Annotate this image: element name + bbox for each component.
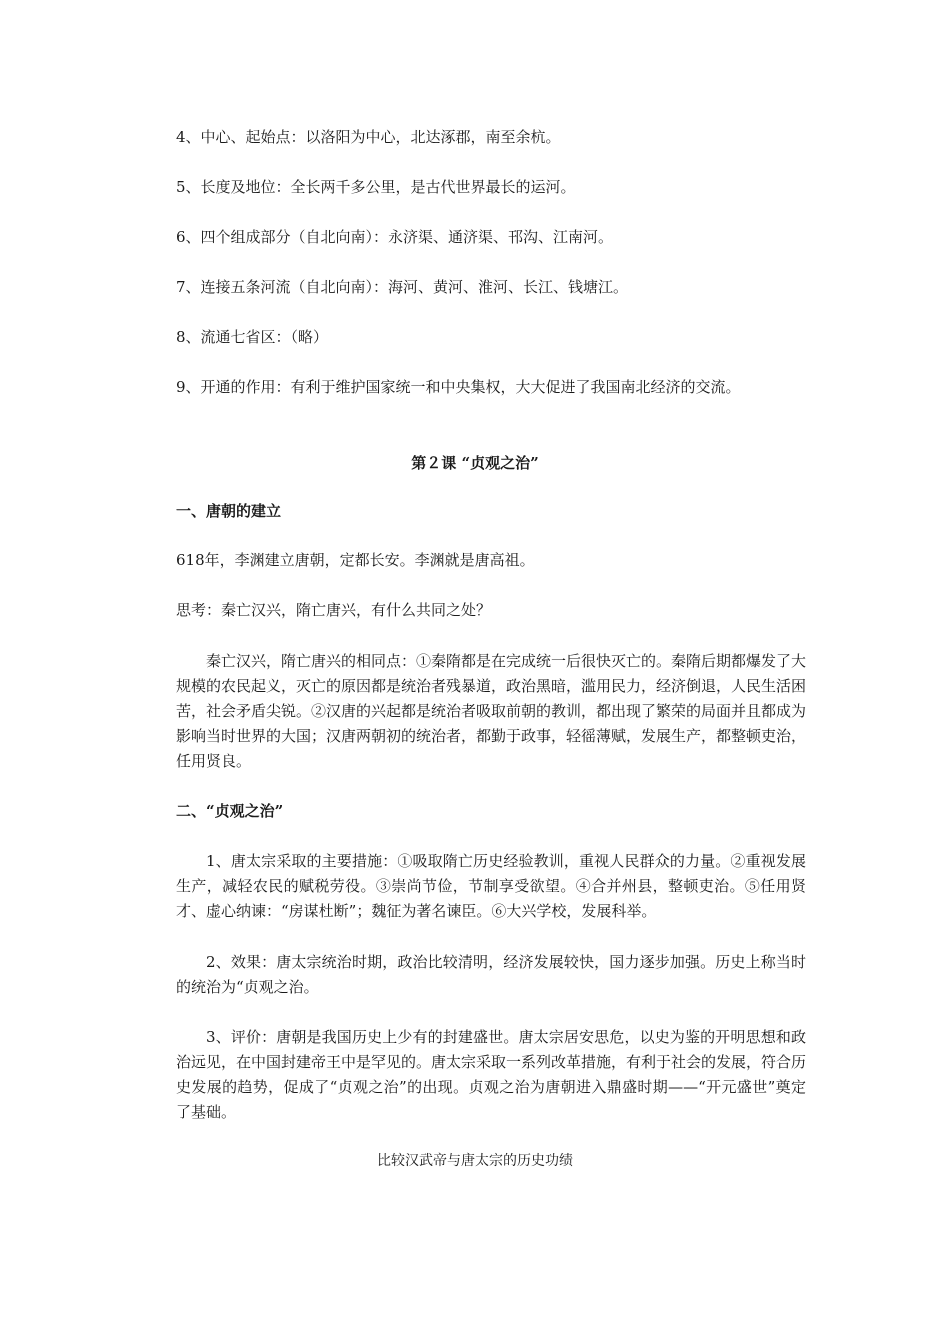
list-item-7: 7、连接五条河流（自北向南）：海河、黄河、淮河、长江、钱塘江。 bbox=[176, 278, 629, 296]
section-heading-zhenguan: 二、“贞观之治” bbox=[176, 802, 284, 820]
evaluation-paragraph: 3、评价：唐朝是我国历史上少有的封建盛世。唐太宗居安思危，以史为鉴的开明思想和政治远见，在中国封建帝王中是罕见的。唐太宗采取一系列改革措施，有利于社会的发展，符合历史发展的趋势，促成了“贞观之治”的出现。贞观之治为唐朝进入鼎盛时期——“开元盛世”奠定了基础。 bbox=[176, 1028, 807, 1121]
list-item-5: 5、长度及地位：全长两千多公里，是古代世界最长的运河。 bbox=[176, 178, 576, 196]
list-item-8: 8、流通七省区：（略） bbox=[176, 328, 329, 346]
effect-paragraph: 2、效果：唐太宗统治时期，政治比较清明，经济发展较快，国力逐步加强。历史上称当时的统治为“贞观之治。 bbox=[176, 953, 806, 996]
lesson-title: 第２课 “贞观之治” bbox=[411, 454, 539, 472]
list-item-6: 6、四个组成部分（自北向南）：永济渠、通济渠、邗沟、江南河。 bbox=[176, 228, 614, 246]
founding-text: 618年，李渊建立唐朝，定都长安。李渊就是唐高祖。 bbox=[176, 551, 535, 569]
section-heading-founding: 一、唐朝的建立 bbox=[176, 502, 282, 520]
answer-paragraph: 秦亡汉兴，隋亡唐兴的相同点：①秦隋都是在完成统一后很快灭亡的。秦隋后期都爆发了大规模的农民起义，灭亡的原因都是统治者残暴道，政治黑暗，滥用民力，经济倒退，人民生活困苦，社会矛盾尖锐。②汉唐的兴起都是统治者吸取前朝的教训，都出现了繁荣的局面并且都成为影响当时世界的大国；汉唐两朝初的统治者，都勤于政事，轻徭薄赋，发展生产，都整顿吏治，任用贤良。 bbox=[176, 652, 807, 770]
measures-paragraph: 1、唐太宗采取的主要措施：①吸取隋亡历史经验教训，重视人民群众的力量。②重视发展生产，减轻农民的赋税劳役。③崇尚节俭，节制享受欲望。④合并州县，整顿吏治。⑤任用贤才、虚心纳谏：“房谋杜断”；魏征为著名谏臣。⑥大兴学校，发展科举。 bbox=[176, 852, 806, 920]
table-caption: 比较汉武帝与唐太宗的历史功绩 bbox=[377, 1153, 573, 1169]
question-text: 思考：秦亡汉兴，隋亡唐兴，有什么共同之处？ bbox=[176, 601, 492, 619]
list-item-4: 4、中心、起始点：以洛阳为中心，北达涿郡，南至余杭。 bbox=[176, 128, 561, 146]
list-item-9: 9、开通的作用：有利于维护国家统一和中央集权，大大促进了我国南北经济的交流。 bbox=[176, 378, 741, 396]
